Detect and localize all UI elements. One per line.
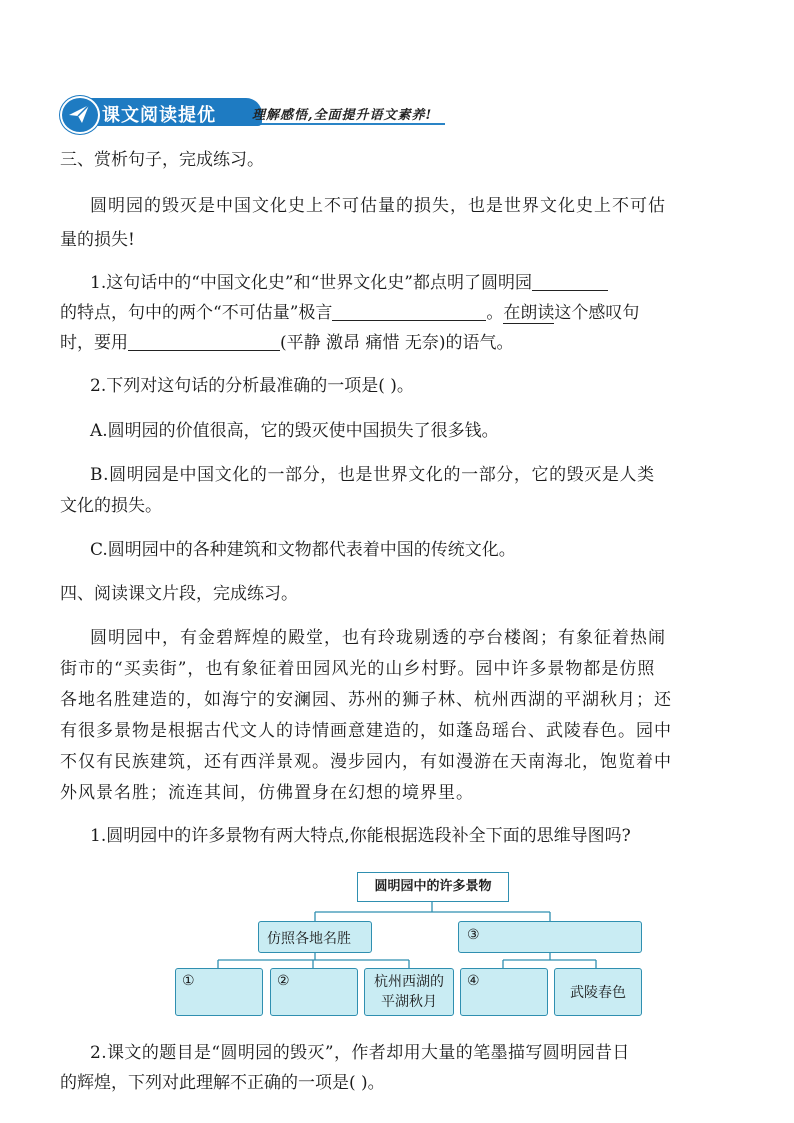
mindmap-leaf-5-label: 武陵春色 (570, 985, 626, 1001)
section4-q2-line2: 的辉煌，下列对此理解不正确的一项是( )。 (60, 1073, 385, 1093)
mindmap-leaf-4-label: ④ (467, 973, 480, 989)
q1-line2-tail: 这个感叹句 (554, 303, 640, 323)
option-a: A.圆明园的价值很高，它的毁灭使中国损失了很多钱。 (90, 421, 499, 441)
section4-passage-line4: 有很多景物是根据古代文人的诗情画意建造的，如蓬岛瑶台、武陵春色。园中 (60, 721, 672, 741)
mindmap-leaf-4[interactable] (460, 968, 548, 1016)
section4-passage-line6: 外风景名胜；流连其间，仿佛置身在幻想的境界里。 (60, 783, 474, 803)
banner-slogan: 理解感悟,全面提升语文素养! (252, 108, 433, 123)
mindmap-left-branch (258, 921, 372, 953)
mindmap-leaf-1[interactable] (175, 968, 263, 1016)
mindmap-right-branch-label: ③ (467, 927, 480, 943)
mindmap-leaf-2-label: ② (277, 973, 290, 989)
section4-passage-line1: 圆明园中，有金碧辉煌的殿堂，也有玲珑剔透的亭台楼阁；有象征着热闹 (90, 628, 666, 648)
section4-heading: 四、阅读课文片段，完成练习。 (60, 584, 298, 604)
q1-line2-text: 的特点，句中的两个“不可估量”极言 (60, 303, 333, 323)
mindmap-left-branch-label: 仿照各地名胜 (267, 931, 351, 947)
option-b-line2: 文化的损失。 (60, 496, 162, 516)
q1-line2-underlined: 在朗读 (503, 303, 555, 323)
section4-q1: 1.圆明园中的许多景物有两大特点,你能根据选段补全下面的思维导图吗? (90, 826, 631, 846)
option-b-line1: B.圆明园是中国文化的一部分，也是世界文化的一部分，它的毁灭是人类 (90, 465, 655, 485)
section3-heading: 三、赏析句子，完成练习。 (60, 150, 264, 170)
q1-line2-period: 。 (486, 303, 504, 323)
mindmap-leaf-5 (554, 968, 642, 1016)
section4-q2-line1: 2.课文的题目是“圆明园的毁灭”，作者却用大量的笔墨描写圆明园昔日 (90, 1043, 630, 1063)
section3-passage-line2: 量的损失! (60, 230, 135, 250)
mindmap-right-branch[interactable] (458, 921, 642, 953)
option-c: C.圆明园中的各种建筑和文物都代表着中国的传统文化。 (90, 540, 516, 560)
mindmap-leaf-2[interactable] (270, 968, 358, 1016)
q1-line3-text: 时，要用 (60, 333, 128, 353)
q2-text: 2.下列对这句话的分析最准确的一项是( )。 (90, 376, 414, 396)
mindmap-leaf-1-label: ① (182, 973, 195, 989)
mindmap-leaf-3-line1: 杭州西湖的 (374, 974, 444, 990)
banner-title: 课文阅读提优 (102, 105, 216, 126)
section4-passage-line5: 不仅有民族建筑，还有西洋景观。漫步园内，有如漫游在天南海北，饱览着中 (60, 752, 672, 772)
section3-passage-line1: 圆明园的毁灭是中国文化史上不可估量的损失，也是世界文化史上不可估 (90, 196, 666, 216)
mindmap-leaf-3-line2: 平湖秋月 (381, 994, 437, 1010)
mindmap-root: 圆明园中的许多景物 (357, 872, 509, 902)
section4-passage-line3: 各地名胜建造的，如海宁的安澜园、苏州的狮子林、杭州西湖的平湖秋月；还 (60, 690, 672, 710)
section4-passage-line2: 街市的“买卖街”，也有象征着田园风光的山乡村野。园中许多景物都是仿照 (60, 659, 656, 679)
mindmap-leaf-3 (364, 968, 454, 1016)
q1-line1-text: 1.这句话中的“中国文化史”和“世界文化史”都点明了圆明园 (90, 273, 532, 293)
q1-line3-options: (平静 激昂 痛惜 无奈)的语气。 (280, 333, 514, 353)
